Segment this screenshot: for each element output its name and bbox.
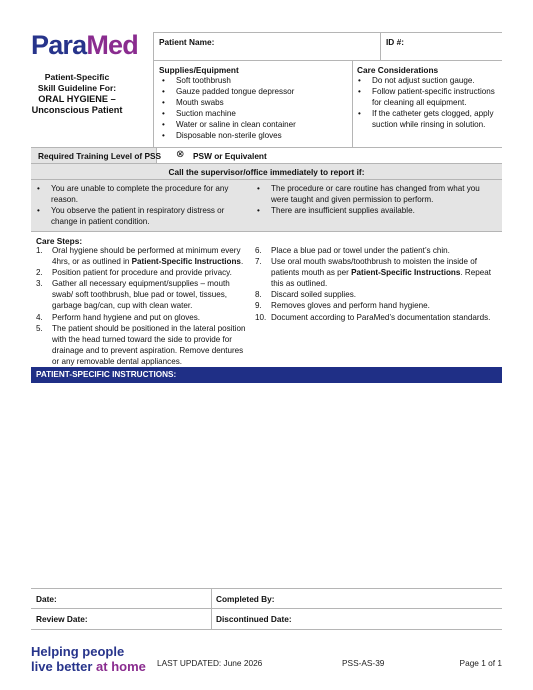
- care-item: • Do not adjust suction gauge.: [356, 75, 498, 86]
- supply-item: • Mouth swabs: [160, 97, 350, 108]
- divider: [153, 60, 502, 61]
- discontinued-date-field[interactable]: Discontinued Date:: [216, 614, 292, 624]
- skill-title-line3: ORAL HYGIENE –: [38, 94, 116, 104]
- care-step: 2. Position patient for procedure and provide privacy.: [36, 267, 248, 278]
- supply-item: • Soft toothbrush: [160, 75, 350, 86]
- care-step: 6. Place a blue pad or towel under the patient’s chin.: [255, 245, 497, 256]
- skill-title: [22, 72, 132, 116]
- care-list: [356, 75, 498, 130]
- training-label: Required Training Level of PSS: [38, 151, 162, 161]
- care-step: 4. Perform hand hygiene and put on gloves.: [36, 312, 248, 323]
- care-steps-left: [36, 245, 248, 367]
- divider: [352, 60, 353, 147]
- care-step: 8. Discard soiled supplies.: [255, 289, 497, 300]
- divider: [31, 231, 502, 232]
- training-level: PSW or Equivalent: [193, 151, 267, 161]
- care-step: 7. Use oral mouth swabs/toothbrush to moisten the inside of patients mouth as per Patient-Specific Instructions. Repeat this as outlined.: [255, 256, 497, 289]
- supplies-heading: Supplies/Equipment: [159, 65, 239, 75]
- care-step: 3. Gather all necessary equipment/supplies – mouth swab/ soft toothbrush, blue pad or towel, tissues, garbage bag/can, cup with clean water.: [36, 278, 248, 311]
- divider: [153, 32, 502, 33]
- page-number: Page 1 of 1: [459, 658, 502, 668]
- report-item: • You observe the patient in respiratory distress or change in patient condition.: [35, 205, 245, 227]
- care-step: 5. The patient should be positioned in the lateral position with the head turned toward the side to provide for drainage and to prevent aspiration. Remove dentures or any removable dental appliances.: [36, 323, 248, 367]
- paramed-logo: ParaMed: [31, 30, 138, 60]
- last-updated: LAST UPDATED: June 2026: [157, 658, 263, 668]
- care-item: • If the catheter gets clogged, apply suction while rinsing in solution.: [356, 108, 498, 130]
- skill-title-line4: Unconscious Patient: [31, 105, 123, 115]
- supply-item: • Suction machine: [160, 108, 350, 119]
- supply-item: • Water or saline in clean container: [160, 119, 350, 130]
- training-checkbox-icon: ⊗: [176, 149, 185, 160]
- review-date-field[interactable]: Review Date:: [36, 614, 88, 624]
- date-field[interactable]: Date:: [36, 594, 57, 604]
- footer-tagline: Helping people live better at home: [31, 644, 146, 674]
- care-item: • Follow patient-specific instructions for cleaning all equipment.: [356, 86, 498, 108]
- report-list-right: [255, 183, 495, 216]
- divider: [153, 32, 154, 147]
- care-step: 10. Document according to ParaMed’s documentation standards.: [255, 312, 497, 323]
- supply-item: • Disposable non-sterile gloves: [160, 130, 350, 141]
- care-heading: Care Considerations: [357, 65, 439, 75]
- completed-by-field[interactable]: Completed By:: [216, 594, 275, 604]
- care-step: 1. Oral hygiene should be performed at minimum every 4hrs, or as outlined in Patient-Specific Instructions.: [36, 245, 248, 267]
- divider: [211, 588, 212, 629]
- divider: [31, 588, 502, 589]
- divider: [31, 629, 502, 630]
- report-item: • There are insufficient supplies available.: [255, 205, 495, 216]
- report-list-left: [35, 183, 245, 227]
- id-label: ID #:: [386, 37, 404, 47]
- divider: [31, 608, 502, 609]
- care-step: 9. Removes gloves and perform hand hygiene.: [255, 300, 497, 311]
- report-item: • You are unable to complete the procedure for any reason.: [35, 183, 245, 205]
- divider: [31, 179, 502, 180]
- patient-name-label: Patient Name:: [159, 37, 215, 47]
- divider: [380, 32, 381, 60]
- supplies-list: [160, 75, 350, 142]
- skill-title-line2: Skill Guideline For:: [37, 83, 117, 93]
- supply-item: • Gauze padded tongue depressor: [160, 86, 350, 97]
- report-heading: Call the supervisor/office immediately to report if:: [168, 167, 365, 177]
- report-item: • The procedure or care routine has changed from what you were taught and given permission to perform.: [255, 183, 495, 205]
- skill-title-line1: Patient-Specific: [44, 72, 110, 82]
- instructions-banner: PATIENT-SPECIFIC INSTRUCTIONS:: [31, 367, 502, 383]
- care-steps-heading: Care Steps:: [36, 236, 83, 246]
- care-steps-right: [255, 245, 497, 323]
- document-code: PSS-AS-39: [342, 658, 385, 668]
